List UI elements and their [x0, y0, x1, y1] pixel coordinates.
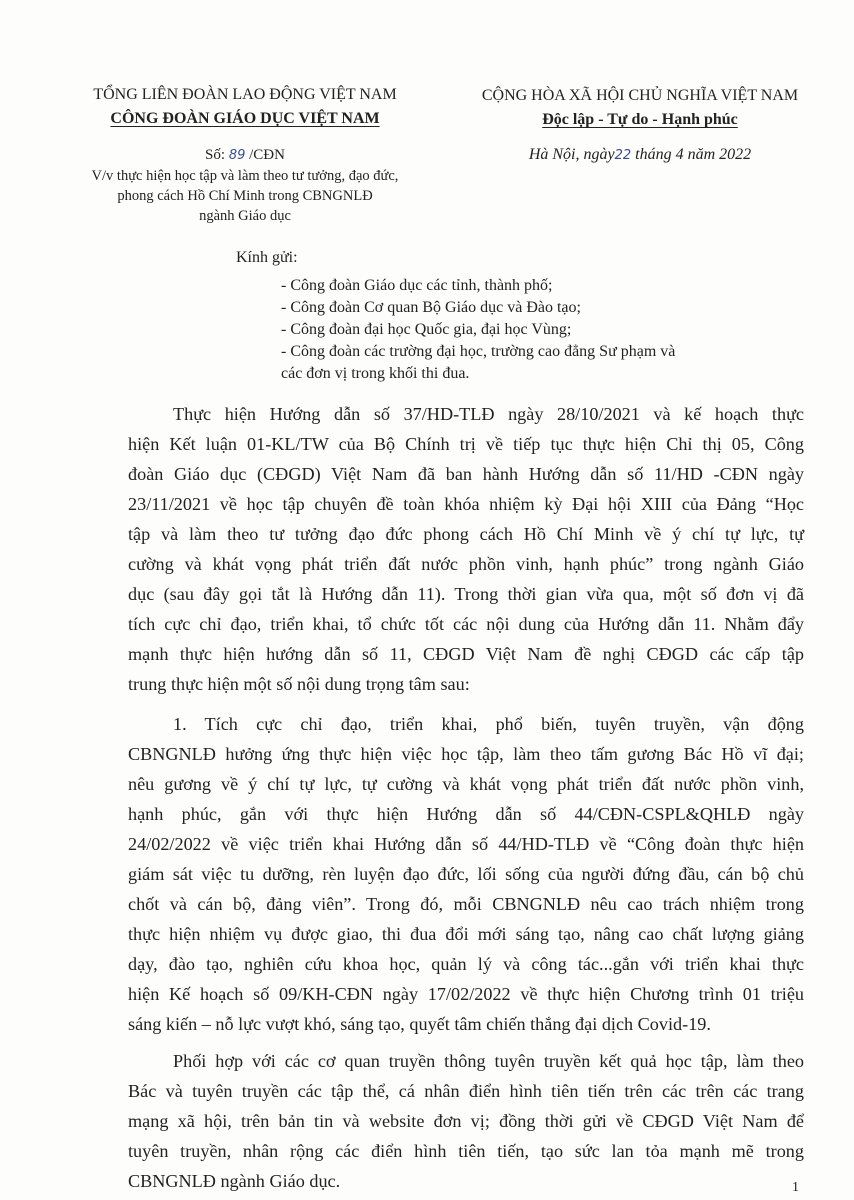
para2-line: thực hiện nhiệm vụ được giao, thi đua đổi mới sáng tạo, nâng cao chất lượng giảng: [128, 924, 804, 944]
doc-number: [50, 147, 440, 164]
recipient-line-3: - Công đoàn đại học Quốc gia, đại học Vùng;: [281, 321, 572, 338]
recipient-line-5: các đơn vị trong khối thi đua.: [281, 365, 470, 382]
para2-line: nêu gương về ý chí tự lực, tự cường và khát vọng phát triển đất nước phồn vinh,: [128, 774, 804, 794]
para1-line: 23/11/2021 về học tập chuyên đề toàn khóa nhiệm kỳ Đại hội XIII của Đảng “Học: [128, 494, 804, 514]
subject-line-1: V/v thực hiện học tập và làm theo tư tưởng, đạo đức,: [91, 168, 399, 184]
para1-line: tập và làm theo tư tưởng đạo đức phong cách Hồ Chí Minh về ý chí tự lực, tự: [128, 524, 804, 544]
date-day-handwritten: 22: [614, 148, 632, 163]
para1-line: trung thực hiện một số nội dung trọng tâm sau:: [128, 674, 470, 694]
para2-line: sáng kiến – nỗ lực vượt khó, sáng tạo, quyết tâm chiến thắng đại dịch Covid-19.: [128, 1014, 711, 1034]
date-prefix: Hà Nội, ngày: [528, 146, 615, 163]
date-line: [440, 146, 840, 164]
motto-text: Độc lập - Tự do - Hạnh phúc: [542, 111, 738, 128]
subject-line-2: phong cách Hồ Chí Minh trong CBNGNLĐ: [117, 188, 373, 204]
org-name-text: CÔNG ĐOÀN GIÁO DỤC VIỆT NAM: [110, 110, 380, 127]
para1-line: dục (sau đây gọi tắt là Hướng dẫn 11). Trong thời gian vừa qua, một số đơn vị đã: [128, 584, 804, 604]
para2-line: dạy, đào tạo, nghiên cứu khoa học, quản lý và công tác...gắn với triển khai thực: [128, 954, 804, 974]
para3-line: CBNGNLĐ ngành Giáo dục.: [128, 1171, 341, 1191]
para2-line: hiện Kế hoạch số 09/KH-CĐN ngày 17/02/2022 về thực hiện Chương trình 01 triệu: [128, 984, 804, 1004]
para1-line: Thực hiện Hướng dẫn số 37/HD-TLĐ ngày 28/10/2021 và kế hoạch thực: [173, 404, 804, 424]
para3-line: Bác và tuyên truyền các tập thể, cá nhân điển hình tiên tiến trên các trên các trang: [128, 1081, 804, 1101]
para1-line: mạnh thực hiện hướng dẫn số 11, CĐGD Việt Nam đề nghị CĐGD các cấp tập: [128, 644, 804, 664]
para2-line: 24/02/2022 về việc triển khai Hướng dẫn số 44/HD-TLĐ về “Công đoàn thực hiện: [128, 834, 804, 854]
para3-line: tuyên truyền, nhân rộng các điển hình tiên tiến, tạo sức lan tỏa mạnh mẽ trong: [128, 1141, 804, 1161]
para1-line: đoàn Giáo dục (CĐGD) Việt Nam đã ban hành Hướng dẫn số 11/HD -CĐN ngày: [128, 464, 804, 484]
doc-number-suffix: /CĐN: [249, 147, 285, 163]
para1-line: hiện Kết luận 01-KL/TW của Bộ Chính trị về tiếp tục thực hiện Chỉ thị 05, Công: [128, 434, 804, 454]
recipient-line-2: - Công đoàn Cơ quan Bộ Giáo dục và Đào tạo;: [281, 299, 581, 316]
para2-line: CBNGNLĐ hưởng ứng thực hiện việc học tập, làm theo tấm gương Bác Hồ vĩ đại;: [128, 744, 804, 764]
para1-line: tích cực chỉ đạo, triển khai, tổ chức tốt các nội dung của Hướng dẫn 11. Nhằm đẩy: [128, 614, 804, 634]
page-number: 1: [792, 1180, 799, 1195]
date-suffix: tháng 4 năm 2022: [631, 146, 752, 163]
para1-line: cường và khát vọng phát triển đất nước phồn vinh, hạnh phúc” trong ngành Giáo: [128, 554, 804, 574]
recipient-line-4: - Công đoàn các trường đại học, trường cao đẳng Sư phạm và: [281, 343, 676, 360]
para2-line: hạnh phúc, gắn với thực hiện Hướng dẫn số 44/CĐN-CSPL&QHLĐ ngày: [128, 804, 804, 824]
org-name: [50, 110, 440, 128]
para2-line: giám sát việc tu dưỡng, rèn luyện đạo đức, lối sống của người đứng đầu, cán bộ chủ: [128, 864, 804, 884]
para3-line: Phối hợp với các cơ quan truyền thông tuyên truyền kết quả học tập, làm theo: [173, 1051, 804, 1071]
nation-title: CỘNG HÒA XÃ HỘI CHỦ NGHĨA VIỆT NAM: [481, 87, 799, 104]
recipient-line-1: - Công đoàn Giáo dục các tỉnh, thành phố;: [281, 277, 553, 294]
motto: [440, 111, 840, 129]
subject-line-3: ngành Giáo dục: [199, 208, 291, 224]
doc-number-prefix: Số:: [205, 147, 226, 163]
para2-line: chốt và cán bộ, đảng viên”. Trong đó, mỗi CBNGNLĐ nêu cao trách nhiệm trong: [128, 894, 804, 914]
para3-line: mạng xã hội, trên bản tin và website đơn vị; đồng thời gửi về CĐGD Việt Nam để: [128, 1111, 804, 1131]
recipients-label: Kính gửi:: [236, 249, 298, 266]
para2-line: 1. Tích cực chỉ đạo, triển khai, phổ biến, tuyên truyền, vận động: [173, 714, 804, 734]
org-parent: TỔNG LIÊN ĐOÀN LAO ĐỘNG VIỆT NAM: [93, 86, 397, 103]
doc-number-handwritten: 89: [228, 148, 246, 163]
